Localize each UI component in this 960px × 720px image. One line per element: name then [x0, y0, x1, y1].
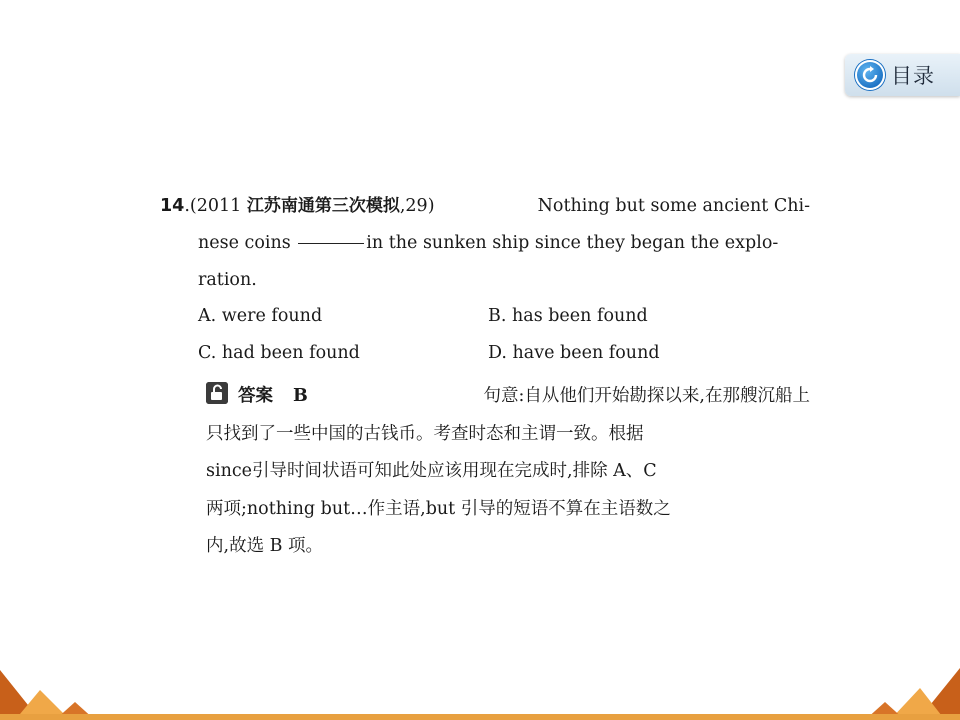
answer-blank — [298, 243, 364, 244]
answer-key: B — [293, 386, 308, 406]
question-text-2b: in the sunken ship since they began the explo- — [366, 233, 779, 253]
answer-text-4: 两项;nothing but…作主语,but 引导的短语不算在主语数之 — [206, 498, 671, 519]
question-source-open: .(2011 — [184, 196, 247, 216]
answer-line-5 — [206, 528, 810, 566]
table-of-contents-button[interactable] — [845, 54, 960, 96]
question-number: 14 — [160, 196, 185, 216]
answer-line-3 — [206, 453, 810, 491]
options-block — [198, 298, 798, 372]
answer-text-5: 内,故选 B 项。 — [206, 536, 324, 556]
option-b: B. has been found — [488, 306, 648, 326]
answer-text-1: 句意:自从他们开始勘探以来,在那艘沉船上 — [483, 386, 810, 406]
question-block — [160, 188, 810, 299]
answer-line-2 — [206, 416, 810, 454]
question-line-2 — [160, 225, 810, 262]
option-d: D. have been found — [488, 343, 660, 363]
question-text-2a: nese coins — [198, 233, 291, 253]
answer-text-2: 只找到了一些中国的古钱币。考查时态和主谓一致。根据 — [206, 423, 644, 444]
answer-heading: 答案 — [238, 386, 273, 406]
unlock-icon — [206, 382, 228, 404]
question-text-1: Nothing but some ancient Chi- — [537, 196, 810, 216]
answer-line-1 — [206, 378, 810, 416]
bottom-right-decoration — [860, 660, 960, 720]
answer-text-3: since引导时间状语可知此处应该用现在完成时,排除 A、C — [206, 461, 657, 481]
question-source: 江苏南通第三次模拟 — [246, 196, 400, 216]
answer-block — [206, 378, 810, 566]
question-line-3 — [160, 262, 810, 299]
question-source-close: ,29) — [399, 196, 435, 216]
bottom-bar — [0, 714, 960, 720]
table-of-contents-label: 目录 — [891, 64, 935, 88]
option-c: C. had been found — [198, 343, 360, 363]
answer-line-4 — [206, 491, 810, 529]
option-a: A. were found — [198, 306, 323, 326]
refresh-circle-icon — [855, 60, 885, 90]
question-line-1 — [160, 188, 810, 225]
bottom-left-decoration — [0, 660, 100, 720]
question-text-3: ration. — [198, 270, 257, 290]
